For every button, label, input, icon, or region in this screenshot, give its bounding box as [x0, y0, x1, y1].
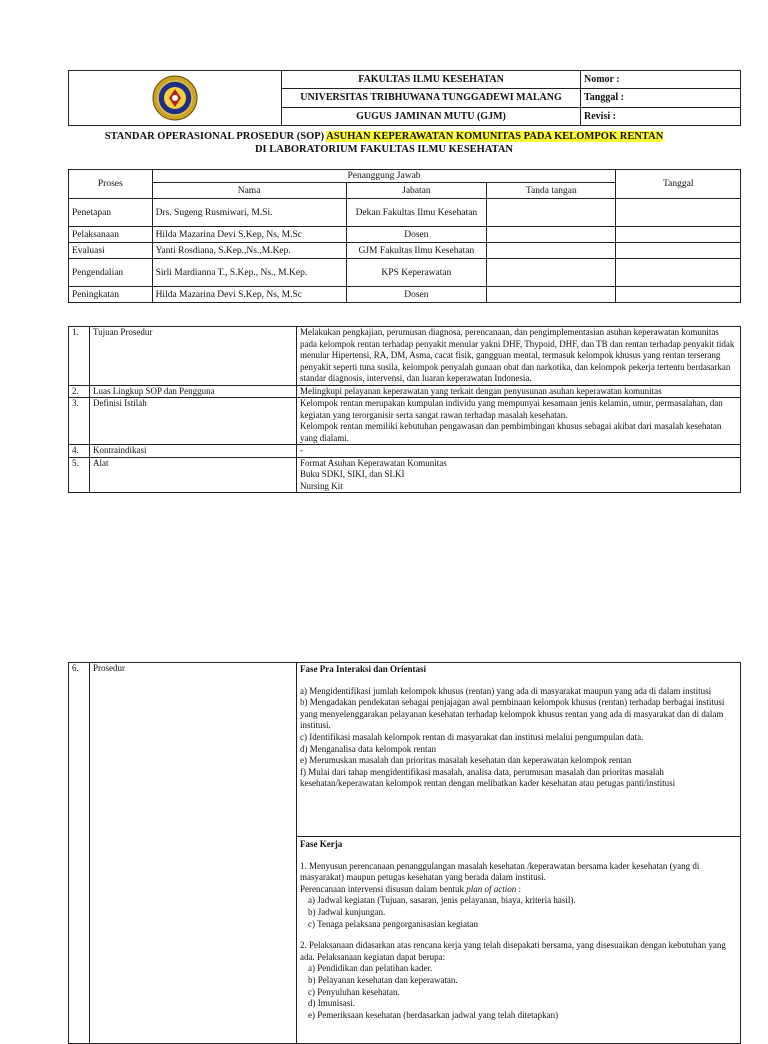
work-substep: a) Pendidikan dan pelatihan kader. — [308, 963, 433, 974]
col-proses: Proses — [69, 170, 153, 199]
work-substep: c) Penyuluhan kesehatan. — [308, 986, 400, 997]
revisi-field: Revisi : — [581, 107, 741, 125]
work-substep: d) Imunisasi. — [308, 998, 355, 1009]
row-proses: Evaluasi — [69, 243, 153, 259]
work-step-1: 1. Menyusun perencanaan penanggulangan masalah kesehatan /keperawatan bersama kader kesehatan (yang di masyarakat) maupun petugas kesehatan yang berada dalam institusi. — [300, 860, 700, 883]
work-substep: c) Tenaga pelaksana pengorganisasian kegiatan — [308, 918, 478, 929]
row-signature — [487, 199, 616, 227]
faculty-name: FAKULTAS ILMU KESEHATAN — [282, 71, 581, 89]
title-prefix: STANDAR OPERASIONAL PROSEDUR (SOP) — [104, 131, 327, 142]
definition-text: Kelompok rentan merupakan kumpulan individu yang mempunyai kesamaan jenis kelamin, umur, permasalahan, dan kegiatan yang terorganisir serta sangat rawan terhadap masalah kesehatan. — [300, 398, 723, 420]
row-nama: Sirli Mardianna T., S.Kep., Ns., M.Kep. — [152, 259, 346, 287]
row-content — [297, 457, 741, 493]
row-signature — [487, 243, 616, 259]
row-number: 5. — [69, 457, 90, 493]
row-jabatan: Dekan Fakultas Ilmu Kesehatan — [346, 199, 487, 227]
row-label: Luas Lingkup SOP dan Pengguna — [90, 385, 297, 398]
row-proses: Penetapan — [69, 199, 153, 227]
info-table — [68, 326, 741, 493]
procedure-step: d) Menganalisa data kelompok rentan — [300, 743, 436, 754]
row-nama: Hilda Mazarina Devi S.Kep, Ns, M.Sc — [152, 227, 346, 243]
procedure-step: b) Mengadakan pendekatan sebagai penjajagan awal pembinaan kelompok khusus (rentan) terhadap berbagai institusi yang menyelenggarakan pelayanan kesehatan terhadap kelompok khusus rentan yang ada di masyarakat dan di dalam institusi. — [300, 697, 725, 731]
row-jabatan: GJM Fakultas Ilmu Kesehatan — [346, 243, 487, 259]
row-signature — [487, 259, 616, 287]
col-jabatan: Jabatan — [346, 183, 487, 199]
work-substep: e) Pemeriksaan kesehatan (berdasarkan jadwal yang telah ditetapkan) — [308, 1009, 559, 1020]
document-title — [0, 130, 768, 156]
title-line2: DI LABORATORIUM FAKULTAS ILMU KESEHATAN — [254, 144, 514, 155]
row-number: 6. — [69, 663, 90, 1044]
logo-cell — [69, 71, 282, 126]
col-nama: Nama — [152, 183, 346, 199]
tool-item: Buku SDKI, SIKI, dan SLKI — [300, 469, 405, 479]
row-content: Melingkupi pelayanan keperawatan yang terkait dengan penyusunan asuhan keperawatan komunitas — [297, 385, 741, 398]
row-signature — [487, 227, 616, 243]
phase-pre-interaction — [297, 663, 741, 837]
row-content: Melakukan pengkajian, perumusan diagnosa, perencanaan, dan pengimplementasian asuhan keperawatan komunitas pada kelompok rentan terhadap penyakit menular yakni DHF, Thypoid, DHF, dan TB dan rentan terhadap penyakit tidak menular Hipertensi, RA, DM, Asma, cacat fisik, gangguan mental, termasuk kelompok khusus yang rentan terserang penyakit seperti tuna susila, kelompok penyalah gunaan obat dan narkotika, dan kelompok pekerja tertentu berdasarkan standar diagnosis, intervensi, dan luaran keperawatan Indonesia. — [297, 327, 741, 386]
row-signature — [487, 287, 616, 303]
header-table — [68, 70, 741, 126]
procedure-table — [68, 662, 741, 1044]
row-nama: Yanti Rosdiana, S.Kep.,Ns.,M.Kep. — [152, 243, 346, 259]
row-proses: Pelaksanaan — [69, 227, 153, 243]
phase-work — [297, 837, 741, 1044]
procedure-step: f) Mulai dari tahap mengidentifikasi masalah, analisa data, perumusan masalah dan prioritas masalah kesehatan/keperawatan kelompok rentan dengan melibatkan kader kesehatan atau petugas panti/institusi — [300, 766, 676, 789]
row-content: - — [297, 445, 741, 458]
col-tanggal: Tanggal — [616, 170, 741, 199]
responsibility-table — [68, 169, 741, 303]
procedure-step: a) Mengidentifikasi jumlah kelompok khusus (rentan) yang ada di masyarakat maupun yang ada di dalam institusi — [300, 685, 712, 696]
title-highlight: ASUHAN KEPERAWATAN KOMUNITAS PADA KELOMPOK RENTAN — [326, 131, 664, 142]
row-number: 3. — [69, 398, 90, 445]
work-step-2: 2. Pelaksanaan didasarkan atas rencana kerja yang telah disepakati bersama, yang disesuaikan dengan kebutuhan yang ada. Pelaksanaan kegiatan dapat berupa: — [300, 940, 726, 962]
tool-item: Format Asuhan Keperawatan Komunitas — [300, 457, 447, 468]
row-nama: Hilda Mazarina Devi S.Kep, Ns, M.Sc — [152, 287, 346, 303]
work-substep: b) Pelayanan kesehatan dan keperawatan. — [308, 974, 458, 985]
unit-name: GUGUS JAMINAN MUTU (GJM) — [282, 107, 581, 125]
nomor-field: Nomor : — [581, 71, 741, 89]
row-date — [616, 243, 741, 259]
work-step-1b: Perencanaan intervensi disusun dalam bentuk plan of action : — [300, 883, 521, 894]
col-tanda: Tanda tangan — [487, 183, 616, 199]
definition-text: Kelompok rentan memiliki kebutuhan pengawasan dan pembimbingan khusus sebagai akibat dari masalah kesehatan yang dialami. — [300, 421, 722, 443]
row-number: 2. — [69, 385, 90, 398]
row-label: Alat — [90, 457, 297, 493]
work-substep: b) Jadwal kunjungan. — [308, 906, 386, 917]
procedure-step: e) Merumuskan masalah dan prioritas masalah kesehatan dan keperawatan kelompok rentan — [300, 755, 632, 766]
row-date — [616, 227, 741, 243]
row-content — [297, 398, 741, 445]
row-jabatan: Dosen — [346, 227, 487, 243]
row-label: Kontraindikasi — [90, 445, 297, 458]
row-date — [616, 199, 741, 227]
row-jabatan: KPS Keperawatan — [346, 259, 487, 287]
row-proses: Peningkatan — [69, 287, 153, 303]
row-date — [616, 259, 741, 287]
tanggal-field: Tanggal : — [581, 89, 741, 107]
row-proses: Pengendalian — [69, 259, 153, 287]
row-jabatan: Dosen — [346, 287, 487, 303]
row-label: Tujuan Prosedur — [90, 327, 297, 386]
university-name: UNIVERSITAS TRIBHUWANA TUNGGADEWI MALANG — [282, 89, 581, 107]
phase-title: Fase Pra Interaksi dan Orientasi — [300, 664, 426, 674]
row-date — [616, 287, 741, 303]
tool-item: Nursing Kit — [300, 480, 343, 491]
phase-title: Fase Kerja — [300, 839, 343, 849]
row-number: 4. — [69, 445, 90, 458]
row-number: 1. — [69, 327, 90, 386]
university-seal-icon — [152, 75, 198, 121]
work-substep: a) Jadwal kegiatan (Tujuan, sasaran, jenis pelayanan, biaya, kriteria hasil). — [308, 895, 576, 906]
col-penanggung: Penanggung Jawab — [152, 170, 616, 183]
row-nama: Drs. Sugeng Rusmiwari, M.Si. — [152, 199, 346, 227]
procedure-step: c) Identifikasi masalah kelompok rentan di masyarakat dan institusi melalui pengumpulan data. — [300, 731, 644, 742]
row-label: Prosedur — [90, 663, 297, 1044]
row-label: Definisi Istilah — [90, 398, 297, 445]
